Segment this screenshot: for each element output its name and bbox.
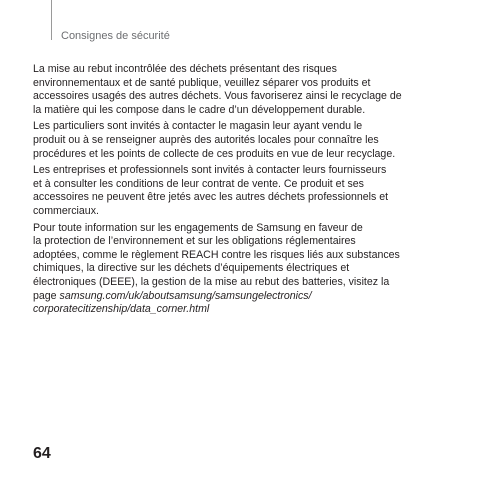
- text-line: [33, 290, 453, 304]
- text-line: et à consulter les conditions de leur contrat de vente. Ce produit et ses: [33, 177, 364, 190]
- text-line: la protection de l’environnement et sur les obligations réglementaires: [33, 235, 356, 248]
- text-line: commerciaux.: [33, 204, 99, 217]
- section-title: Consignes de sécurité: [61, 30, 170, 42]
- text-line: accessoires usagés des autres déchets. Vous favoriserez ainsi le recyclage de: [33, 90, 402, 103]
- paragraph-samsung-info: [33, 222, 453, 317]
- text-line: accessoires ne peuvent être jetés avec les autres déchets professionnels et: [33, 191, 389, 204]
- text-line: Pour toute information sur les engagements de Samsung en faveur de: [33, 221, 363, 234]
- text-line: adoptées, comme le règlement REACH contre les risques liés aux substances: [33, 248, 400, 261]
- text-line: procédures et les points de collecte de ces produits en vue de leur recyclage.: [33, 147, 396, 160]
- text-line: produit ou à se renseigner auprès des autorités locales pour connaître les: [33, 133, 379, 146]
- text-line: La mise au rebut incontrôlée des déchets présentant des risques: [33, 63, 337, 75]
- page-number: 64: [33, 445, 51, 462]
- link-prefix: page: [33, 289, 60, 302]
- text-line: Les particuliers sont invités à contacter le magasin leur ayant vendu le: [33, 120, 363, 133]
- text-line: chimiques, la directive sur les déchets d’équipements électriques et: [33, 262, 350, 275]
- paragraph-disposal: [33, 63, 453, 117]
- text-line: la matière qui les compose dans le cadre d’un développement durable.: [33, 103, 366, 116]
- samsung-link-part1[interactable]: samsung.com/uk/aboutsamsung/samsungelectronics/: [59, 289, 312, 302]
- text-line: environnementaux et de santé publique, veuillez séparer vos produits et: [33, 76, 371, 89]
- samsung-link-part2[interactable]: corporatecitizenship/data_corner.html: [33, 303, 210, 316]
- paragraph-individuals: [33, 120, 453, 161]
- header-divider: [51, 0, 52, 40]
- text-line: électroniques (DEEE), la gestion de la mise au rebut des batteries, visitez la: [33, 275, 390, 288]
- paragraph-businesses: [33, 164, 453, 218]
- text-line: Les entreprises et professionnels sont invités à contacter leurs fournisseurs: [33, 164, 387, 177]
- body-text: [33, 63, 453, 320]
